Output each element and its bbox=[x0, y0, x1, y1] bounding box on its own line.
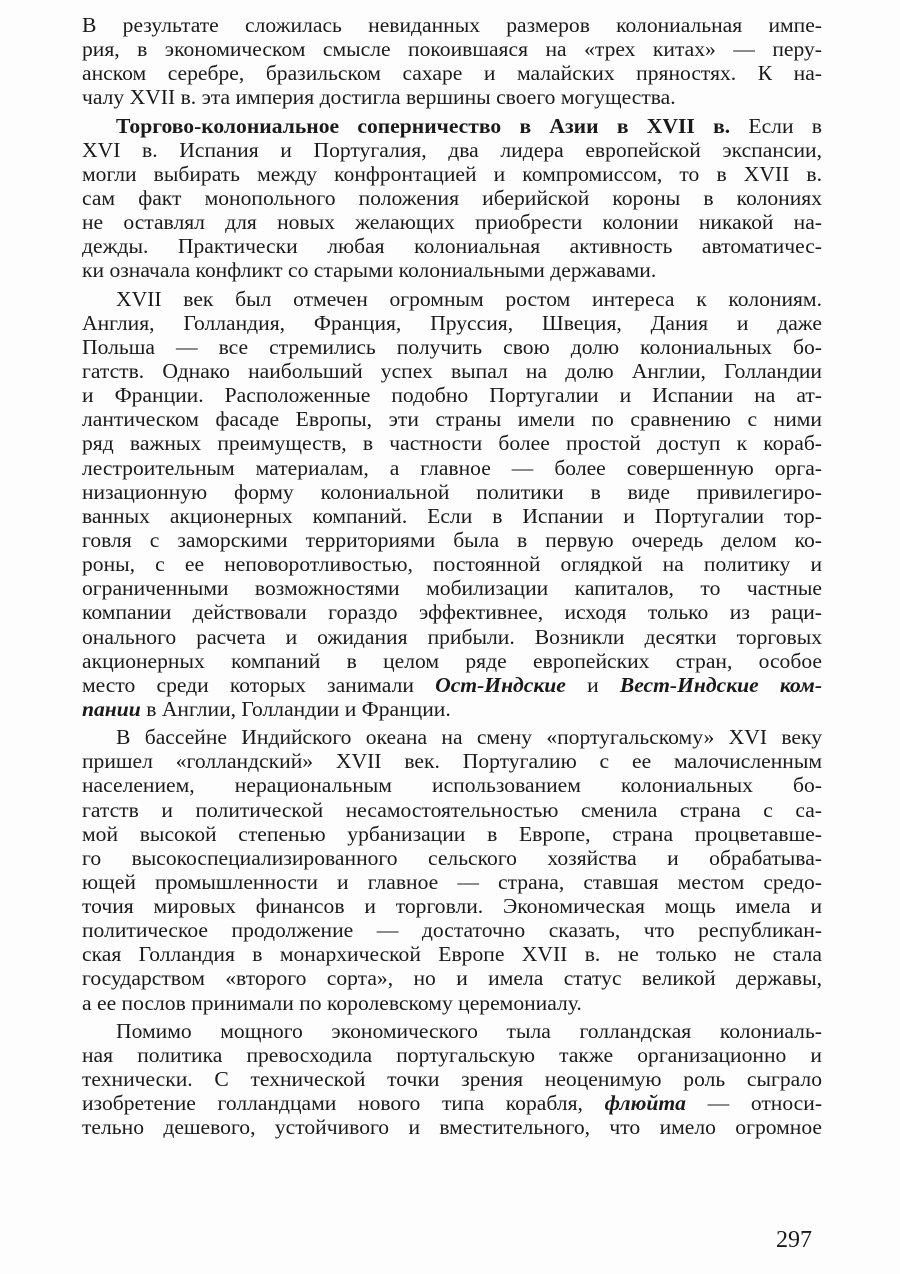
text-line bbox=[82, 552, 822, 576]
text-line bbox=[82, 942, 822, 966]
text-line bbox=[82, 311, 822, 335]
line-text: компании действовали гораздо эффективнее, исходя только из раци- bbox=[82, 600, 822, 625]
line-text: Польша — все стремились получить свою долю колониальных бо- bbox=[82, 334, 822, 359]
line-text: В бассейне Индийского океана на смену «португальскому» XVI веку bbox=[116, 725, 822, 750]
text-line bbox=[82, 798, 822, 822]
text-line bbox=[82, 37, 822, 61]
line-text: гатств. Однако наибольший успех выпал на долю Англии, Голландии bbox=[82, 358, 822, 383]
text-line bbox=[82, 234, 822, 258]
paragraph-p4 bbox=[82, 725, 822, 1015]
line-text: ная политика превосходила португальскую также организационно и bbox=[82, 1042, 822, 1067]
line-text: гатств и политической несамостоятельностью сменила страна с са- bbox=[82, 797, 822, 822]
paragraph-p2 bbox=[82, 114, 822, 283]
text-line bbox=[82, 407, 822, 431]
text-line bbox=[82, 186, 822, 210]
text-line bbox=[82, 576, 822, 600]
line-text: рия, в экономическом смысле покоившаяся на «трех китах» — перу- bbox=[82, 37, 822, 62]
italic-term: флюйта bbox=[604, 1091, 686, 1116]
text-line bbox=[82, 1067, 822, 1091]
line-text: мой высокой степенью урбанизации в Европе, страна процветавше- bbox=[82, 821, 822, 846]
line-text: XVII век был отмечен огромным ростом интереса к колониям. bbox=[116, 286, 822, 311]
text-line bbox=[82, 749, 822, 773]
line-text: место среди которых занимали bbox=[82, 672, 436, 697]
italic-term: Вест-Индские ком- bbox=[619, 672, 823, 697]
line-text: — относи- bbox=[685, 1091, 823, 1116]
text-line bbox=[82, 480, 822, 504]
text-line bbox=[82, 649, 822, 673]
text-line bbox=[82, 1043, 822, 1067]
text-line bbox=[82, 383, 822, 407]
text-line bbox=[82, 894, 822, 918]
line-text: а ее послов принимали по королевскому церемониалу. bbox=[82, 990, 582, 1015]
line-text: ряд важных преимуществ, в частности более простой доступ к кораб- bbox=[82, 431, 822, 456]
text-line bbox=[82, 725, 822, 749]
line-text: точия мировых финансов и торговли. Экономическая мощь имела и bbox=[82, 894, 822, 919]
line-text: Англия, Голландия, Франция, Пруссия, Швеция, Дания и даже bbox=[82, 310, 822, 335]
line-text: и bbox=[565, 672, 620, 697]
text-line bbox=[82, 138, 822, 162]
text-line bbox=[82, 600, 822, 624]
line-text: ограниченными возможностями мобилизации капиталов, то частные bbox=[82, 576, 822, 601]
text-line bbox=[82, 966, 822, 990]
line-text: го высокоспециализированного сельского хозяйства и обрабатыва- bbox=[82, 845, 822, 870]
text-line bbox=[82, 773, 822, 797]
line-text: анском серебре, бразильском сахаре и малайских пряностях. К на- bbox=[82, 61, 822, 86]
text-line bbox=[82, 625, 822, 649]
paragraph-p3 bbox=[82, 287, 822, 722]
text-line bbox=[82, 13, 822, 37]
line-text: лестроительным материалам, а главное — более совершенную орга- bbox=[82, 455, 822, 480]
text-line bbox=[82, 431, 822, 455]
line-text: В результате сложилась невиданных размеров колониальная импе- bbox=[82, 13, 822, 37]
text-line bbox=[82, 210, 822, 234]
line-text: населением, нерациональным использованием колониальных бо- bbox=[82, 773, 822, 798]
text-line bbox=[82, 673, 822, 697]
line-text: онального расчета и ожидания прибыли. Возникли десятки торговых bbox=[82, 624, 822, 649]
text-line bbox=[82, 114, 822, 138]
text-line bbox=[82, 528, 822, 552]
line-text: пришел «голландский» XVII век. Португалию с ее малочисленным bbox=[82, 749, 822, 774]
line-text: чалу XVII в. эта империя достигла вершины своего могущества. bbox=[82, 85, 676, 110]
bold-heading: Торгово-колониальное соперничество в Азии в XVII в. bbox=[116, 113, 731, 138]
paragraph-p5 bbox=[82, 1019, 822, 1140]
line-text: ки означала конфликт со старыми колониальными державами. bbox=[82, 258, 657, 283]
line-text: технически. С технической точки зрения неоценимую роль сыграло bbox=[82, 1067, 822, 1092]
line-text: XVI в. Испания и Португалия, два лидера европейской экспансии, bbox=[82, 137, 822, 162]
line-text: политическое продолжение — достаточно сказать, что республикан- bbox=[82, 918, 822, 943]
text-line bbox=[82, 870, 822, 894]
line-text: сам факт монопольного положения иберийской короны в колониях bbox=[82, 185, 822, 210]
text-line bbox=[82, 822, 822, 846]
line-text: ская Голландия в монархической Европе XVII в. не только не стала bbox=[82, 942, 822, 967]
line-text: не оставлял для новых желающих приобрести колонии никакой на- bbox=[82, 210, 822, 235]
text-line bbox=[82, 504, 822, 528]
line-text: в Англии, Голландии и Франции. bbox=[140, 696, 451, 721]
line-text: государством «второго сорта», но и имела статус великой державы, bbox=[82, 966, 822, 991]
line-text: роны, с ее неповоротливостью, постоянной оглядкой на политику и bbox=[82, 552, 822, 577]
line-text: и Франции. Расположенные подобно Португалии и Испании на ат- bbox=[82, 383, 822, 408]
text-line bbox=[82, 359, 822, 383]
line-text: ющей промышленности и главное — страна, ставшая местом средо- bbox=[82, 869, 822, 894]
line-text: Если в bbox=[730, 113, 822, 138]
line-text: могли выбирать между конфронтацией и компромиссом, то в XVII в. bbox=[82, 161, 822, 186]
text-line bbox=[82, 456, 822, 480]
line-text: тельно дешевого, устойчивого и вместительного, что имело огромное bbox=[82, 1115, 822, 1140]
line-text: низационную форму колониальной политики в виде привилегиро- bbox=[82, 479, 822, 504]
text-line bbox=[82, 1019, 822, 1043]
italic-term: пании bbox=[82, 696, 141, 721]
text-line bbox=[82, 918, 822, 942]
line-text: говля с заморскими территориями была в первую очередь делом ко- bbox=[82, 527, 822, 552]
line-text: изобретение голландцами нового типа корабля, bbox=[82, 1091, 605, 1116]
line-text: Помимо мощного экономического тыла голландская колониаль- bbox=[116, 1018, 822, 1043]
text-line bbox=[82, 61, 822, 85]
text-line bbox=[82, 287, 822, 311]
text-line bbox=[82, 1115, 822, 1139]
body-text bbox=[82, 13, 822, 1139]
text-line bbox=[82, 1091, 822, 1115]
text-line bbox=[82, 85, 822, 109]
paragraph-p1 bbox=[82, 13, 822, 110]
line-text: акционерных компаний в целом ряде европейских стран, особое bbox=[82, 648, 822, 673]
page-number: 297 bbox=[776, 1227, 812, 1253]
text-line bbox=[82, 846, 822, 870]
line-text: дежды. Практически любая колониальная активность автоматичес- bbox=[82, 234, 822, 259]
text-line bbox=[82, 991, 822, 1015]
line-text: ванных акционерных компаний. Если в Испании и Португалии тор- bbox=[82, 503, 822, 528]
text-line bbox=[82, 258, 822, 282]
text-line bbox=[82, 697, 822, 721]
line-text: лантическом фасаде Европы, эти страны имели по сравнению с ними bbox=[82, 407, 822, 432]
italic-term: Ост-Индские bbox=[435, 672, 566, 697]
text-line bbox=[82, 335, 822, 359]
text-line bbox=[82, 162, 822, 186]
